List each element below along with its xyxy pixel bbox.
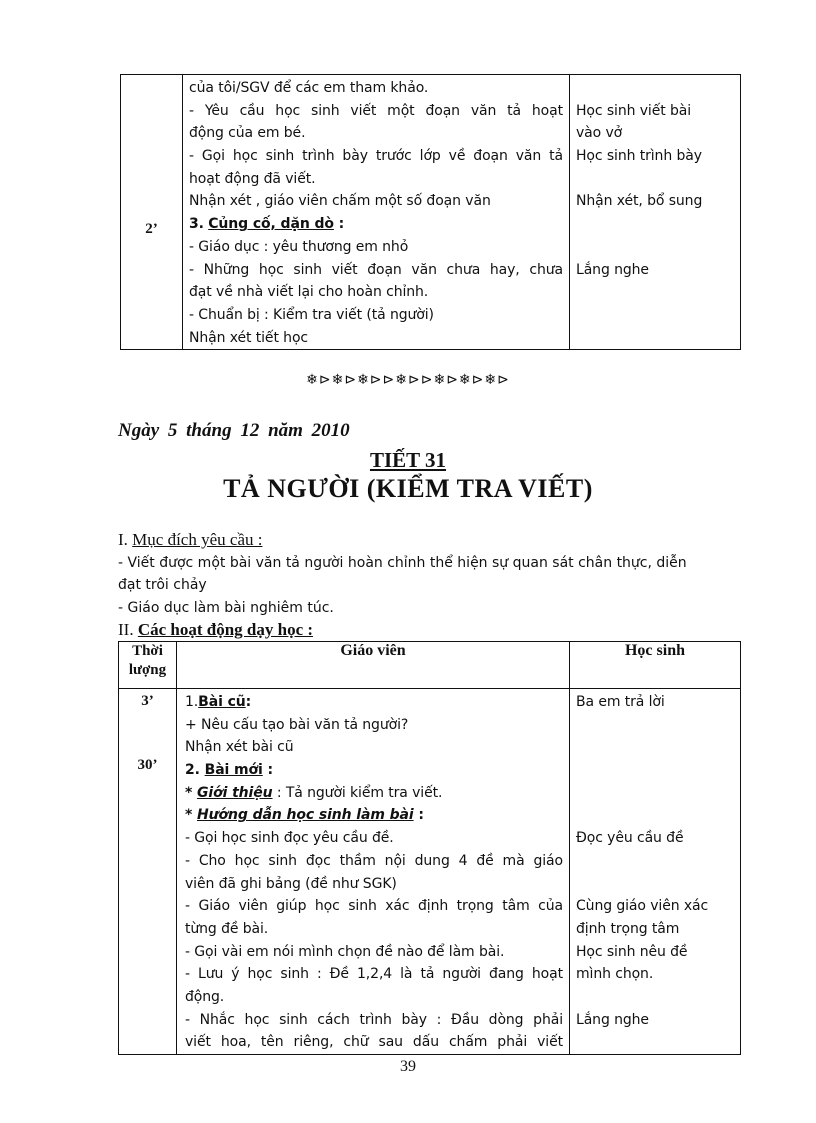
old-lesson-number: 1. [185, 694, 199, 710]
teacher-line: - Lưu ý học sinh : Đề 1,2,4 là tả người đang hoạt [185, 966, 563, 983]
intro-title: Giới thiệu [197, 784, 273, 801]
objective-line: - Viết được một bài văn tả người hoàn chỉnh thể hiện sự quan sát chân thực, diễn [118, 555, 687, 571]
student-line [576, 850, 734, 873]
guide-heading [185, 804, 563, 827]
page-number: 39 [400, 1058, 416, 1075]
header-time-line1: Thời [132, 643, 163, 659]
student-line [576, 1031, 734, 1054]
old-lesson-colon: : [245, 694, 252, 710]
teacher-line: viết hoa, tên riêng, chữ sau dấu chấm phải viết [185, 1034, 563, 1051]
student-line [576, 213, 734, 236]
student-line: Cùng giáo viên xác [576, 898, 709, 915]
teacher-line: - Gọi học sinh đọc yêu cầu đề. [185, 830, 394, 847]
new-lesson-number: 2. [185, 762, 205, 779]
student-line: định trọng tâm [576, 920, 680, 937]
teacher-line: - Chuẩn bị : Kiểm tra viết (tả người) [189, 306, 434, 323]
guide-title: Hướng dẫn học sinh làm bài [197, 807, 414, 824]
student-line [576, 714, 734, 737]
student-line: Học sinh trình bày [576, 148, 702, 165]
top-teacher-column [183, 75, 570, 350]
top-student-column [570, 75, 741, 350]
student-line [576, 168, 734, 191]
intro-star: * [185, 784, 197, 801]
guide-colon: : [413, 807, 424, 824]
objective-line: đạt trôi chảy [118, 577, 207, 593]
student-line: Lắng nghe [576, 261, 649, 278]
teacher-line: Nhận xét bài cũ [185, 739, 294, 756]
teacher-line: - Nhắc học sinh cách trình bày : Đầu dòng phải [185, 1011, 563, 1028]
section-1-heading [118, 530, 262, 550]
top-time-column [121, 75, 183, 350]
header-student: Học sinh [570, 642, 741, 689]
student-line: Nhận xét, bổ sung [576, 193, 703, 210]
teacher-line: - Gọi vài em nói mình chọn đề nào để làm bài. [185, 943, 505, 960]
new-lesson-heading [185, 759, 563, 782]
teacher-line: viên đã ghi bảng (đề như SGK) [185, 875, 397, 892]
student-line [576, 986, 734, 1009]
student-line: Học sinh viết bài [576, 102, 692, 119]
student-column [570, 689, 741, 1055]
header-time [119, 642, 177, 689]
student-line: Lắng nghe [576, 1011, 649, 1028]
teacher-line: - Giáo dục : yêu thương em nhỏ [189, 238, 409, 255]
student-line [576, 759, 734, 782]
header-teacher: Giáo viên [177, 642, 570, 689]
lesson-title: TẢ NGƯỜI (KIỂM TRA VIẾT) [223, 474, 593, 503]
student-line [576, 281, 734, 304]
student-line [576, 304, 734, 327]
section-2-title: Các hoạt động dạy học : [137, 620, 314, 639]
student-line [576, 782, 734, 805]
teacher-line: của tôi/SGV để các em tham khảo. [189, 80, 429, 96]
decorative-divider: ❄⊳❄⊳❄⊳⊳❄⊳⊳❄⊳❄⊳❄⊳ [306, 372, 510, 388]
objective-line: - Giáo dục làm bài nghiêm túc. [118, 600, 334, 616]
student-line: Đọc yêu cầu đề [576, 830, 684, 847]
teacher-line: - Gọi học sinh trình bày trước lớp về đoạn văn tả [189, 148, 563, 165]
time-mark: 3’ [141, 693, 154, 709]
old-lesson-title: Bài cũ [198, 694, 246, 710]
section-2-number: II. [118, 620, 138, 639]
teacher-line: Nhận xét , giáo viên chấm một số đoạn văn [189, 193, 491, 210]
teacher-line: - Cho học sinh đọc thầm nội dung 4 đề mà giáo [185, 852, 563, 869]
teacher-line: động của em bé. [189, 125, 306, 142]
teacher-line: + Nêu cấu tạo bài văn tả người? [185, 716, 409, 733]
teacher-line: từng đề bài. [185, 920, 269, 937]
student-line: Học sinh nêu đề [576, 943, 688, 960]
section-3-colon: : [333, 216, 345, 233]
header-time-line2: lượng [128, 662, 167, 678]
section-1-title: Mục đích yêu cầu : [132, 530, 263, 549]
teacher-column [177, 689, 570, 1055]
top-lesson-table [120, 74, 741, 350]
student-line [576, 327, 734, 350]
intro-text: : Tả người kiểm tra viết. [272, 784, 443, 801]
teacher-line: đạt về nhà viết lại cho hoàn chỉnh. [189, 284, 429, 301]
teacher-line: hoạt động đã viết. [189, 170, 316, 187]
teacher-line: - Những học sinh viết đoạn văn chưa hay, chưa [189, 261, 563, 278]
teacher-line: - Yêu cầu học sinh viết một đoạn văn tả hoạt [189, 102, 563, 119]
student-line: mình chọn. [576, 966, 654, 983]
time-mark: 30’ [137, 757, 158, 773]
student-line: Ba em trả lời [576, 694, 665, 710]
section-3-title: Củng cố, dặn dò [208, 216, 334, 233]
activities-table [118, 641, 741, 1055]
student-line [576, 873, 734, 896]
date-line: Ngày 5 tháng 12 năm 2010 [118, 420, 350, 441]
section-3-number: 3. [189, 216, 204, 233]
new-lesson-colon: : [262, 762, 274, 779]
table-header-row [119, 642, 741, 689]
teacher-line: Nhận xét tiết học [189, 329, 309, 346]
time-mark: 2’ [145, 221, 158, 237]
teacher-line: - Giáo viên giúp học sinh xác định trọng tâm của [185, 898, 563, 915]
section-2-heading [118, 620, 313, 640]
student-line: vào vở [576, 125, 623, 142]
old-lesson-heading [185, 691, 563, 714]
student-line [576, 804, 734, 827]
lesson-number: TIẾT 31 [369, 448, 447, 472]
student-line [576, 77, 734, 100]
teacher-line: động. [185, 988, 225, 1005]
student-line [576, 236, 734, 259]
section-1-number: I. [118, 530, 133, 549]
table-row [119, 689, 741, 1055]
section-3-heading [189, 213, 563, 236]
new-lesson-title: Bài mới [204, 762, 263, 779]
guide-star: * [185, 807, 197, 824]
time-column [119, 689, 177, 1055]
student-line [576, 736, 734, 759]
intro-line [185, 782, 563, 805]
